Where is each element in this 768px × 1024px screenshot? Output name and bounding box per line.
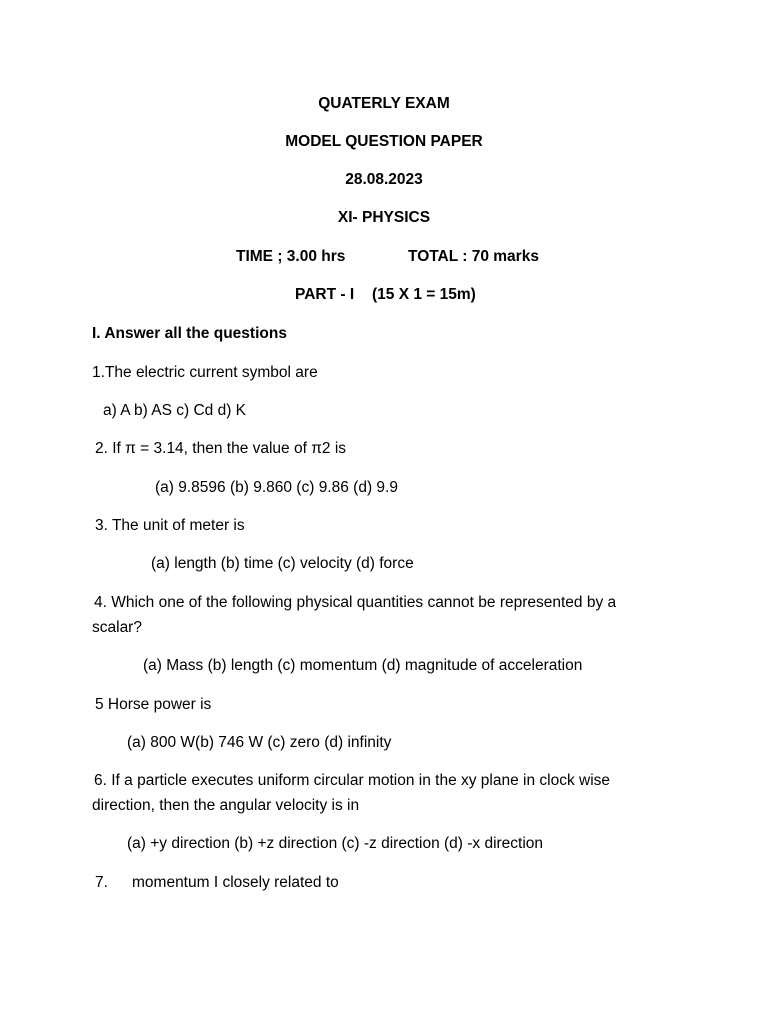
part-label: PART - I <box>295 286 355 303</box>
question-7-text: momentum I closely related to <box>132 874 339 891</box>
exam-date: 28.08.2023 <box>345 171 423 188</box>
question-1-text: 1.The electric current symbol are <box>92 364 318 381</box>
question-5-text: 5 Horse power is <box>95 696 212 713</box>
question-4-text-line1: 4. Which one of the following physical quantities cannot be represented by a <box>94 594 617 611</box>
question-2-text: 2. If π = 3.14, then the value of π2 is <box>95 440 347 457</box>
question-3-text: 3. The unit of meter is <box>95 517 245 534</box>
total-marks-label: TOTAL : 70 marks <box>408 248 539 265</box>
section-instruction: I. Answer all the questions <box>92 325 287 342</box>
question-6-options: (a) +y direction (b) +z direction (c) -z direction (d) -x direction <box>127 835 544 852</box>
question-5-options: (a) 800 W(b) 746 W (c) zero (d) infinity <box>127 734 392 751</box>
question-4-options: (a) Mass (b) length (c) momentum (d) magnitude of acceleration <box>143 657 583 674</box>
exam-title: QUATERLY EXAM <box>318 95 450 112</box>
question-4-text-line2: scalar? <box>92 619 142 636</box>
question-6-text-line2: direction, then the angular velocity is in <box>92 797 360 814</box>
question-2-options: (a) 9.8596 (b) 9.860 (c) 9.86 (d) 9.9 <box>155 479 398 496</box>
question-1-options: a) A b) AS c) Cd d) K <box>103 402 247 419</box>
question-6-text-line1: 6. If a particle executes uniform circular motion in the xy plane in clock wise <box>94 772 611 789</box>
subject-title: XI- PHYSICS <box>337 209 431 226</box>
part-marks-label: (15 X 1 = 15m) <box>372 286 476 303</box>
question-3-options: (a) length (b) time (c) velocity (d) force <box>151 555 414 572</box>
question-7-number: 7. <box>95 874 108 891</box>
paper-title: MODEL QUESTION PAPER <box>285 133 483 150</box>
time-label: TIME ; 3.00 hrs <box>236 248 346 265</box>
